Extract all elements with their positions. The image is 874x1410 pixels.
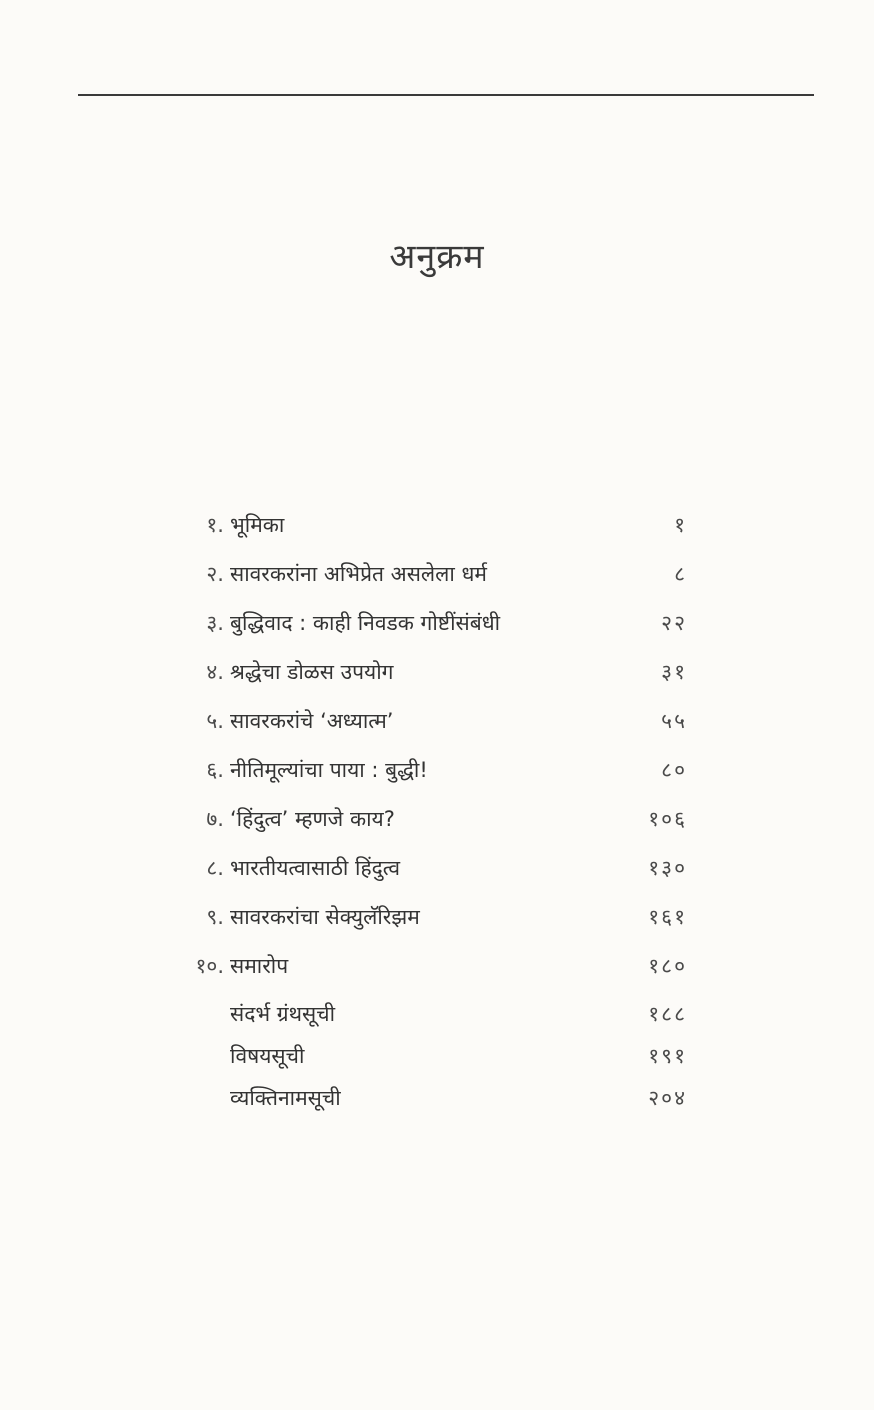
chapter-title: समारोप: [230, 954, 289, 978]
appendix-title: व्यक्तिनामसूची: [230, 1086, 341, 1110]
chapter-number: ४.: [206, 660, 224, 684]
chapter-number: ९.: [206, 905, 224, 929]
page-number: २०४: [648, 1086, 687, 1110]
chapter-title: ‘हिंदुत्व’ म्हणजे काय?: [230, 807, 395, 831]
page-number: १८८: [648, 1002, 687, 1026]
page-number: ३१: [661, 660, 687, 684]
page-number: ८०: [661, 758, 687, 782]
toc-entry[interactable]: [0, 650, 874, 694]
chapter-title: बुद्धिवाद : काही निवडक गोष्टींसंबंधी: [230, 611, 501, 635]
toc-entry[interactable]: [0, 601, 874, 645]
page-number: २२: [661, 611, 687, 635]
chapter-number: २.: [206, 562, 224, 586]
appendix-title: संदर्भ ग्रंथसूची: [230, 1002, 336, 1026]
chapter-title: भारतीयत्वासाठी हिंदुत्व: [230, 856, 400, 880]
toc-entry[interactable]: [0, 797, 874, 841]
page-number: १: [674, 513, 687, 537]
chapter-number: ७.: [206, 807, 224, 831]
page-number: १०६: [648, 807, 687, 831]
toc-entry[interactable]: [0, 944, 874, 988]
page-number: ८: [674, 562, 687, 586]
chapter-title: सावरकरांना अभिप्रेत असलेला धर्म: [230, 562, 487, 586]
page-number: ५५: [661, 709, 687, 733]
toc-entry[interactable]: [0, 503, 874, 547]
page-number: १९१: [648, 1044, 687, 1068]
toc-entry[interactable]: [0, 699, 874, 743]
toc-entry[interactable]: [0, 895, 874, 939]
toc-appendix-entry[interactable]: [0, 995, 874, 1033]
chapter-number: ५.: [206, 709, 224, 733]
appendix-title: विषयसूची: [230, 1044, 305, 1068]
chapter-title: नीतिमूल्यांचा पाया : बुद्धी!: [230, 758, 428, 782]
chapter-number: ८.: [206, 856, 224, 880]
toc-appendix-entry[interactable]: [0, 1079, 874, 1117]
chapter-number: ३.: [206, 611, 224, 635]
chapter-title: श्रद्धेचा डोळस उपयोग: [230, 660, 394, 684]
header-rule: [78, 94, 814, 96]
toc-entry[interactable]: [0, 748, 874, 792]
toc-entry[interactable]: [0, 846, 874, 890]
page-title: अनुक्रम: [389, 237, 485, 277]
toc-appendix-entry[interactable]: [0, 1037, 874, 1075]
page-number: १६१: [648, 905, 687, 929]
chapter-title: सावरकरांचे ‘अध्यात्म’: [230, 709, 394, 733]
chapter-number: १०.: [195, 954, 224, 978]
page-number: १८०: [648, 954, 687, 978]
chapter-number: ६.: [206, 758, 224, 782]
toc-entry[interactable]: [0, 552, 874, 596]
chapter-title: सावरकरांचा सेक्युलॅरिझम: [230, 905, 420, 929]
chapter-number: १.: [206, 513, 224, 537]
page-number: १३०: [648, 856, 687, 880]
chapter-title: भूमिका: [230, 513, 285, 537]
